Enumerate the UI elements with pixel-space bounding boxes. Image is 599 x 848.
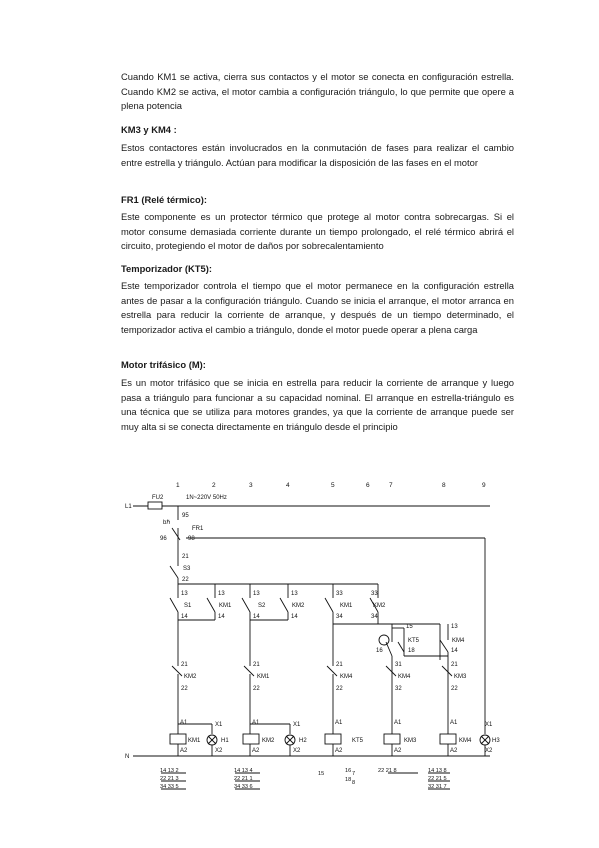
km4-ref-row: 22 21 5	[428, 776, 447, 782]
column-number: 9	[482, 482, 486, 489]
km1-ref-row: 14 13 2	[160, 768, 179, 774]
terminal-label: 34	[336, 614, 343, 620]
km4-ref-row: 32 31 7	[428, 784, 447, 790]
supply-label: 1N~220V 50Hz	[186, 495, 227, 501]
km1-aux-label: KM1	[219, 603, 232, 609]
terminal-label: 21	[336, 662, 343, 668]
kt5-contact-label: KT5	[408, 638, 420, 644]
terminal-label: 13	[253, 591, 260, 597]
column-number: 4	[286, 482, 290, 489]
terminal-label: X2	[293, 748, 301, 754]
terminal-label: 22	[451, 686, 458, 692]
km3-coil-label: KM3	[404, 738, 417, 744]
s2-label: S2	[258, 603, 266, 609]
s3-label: S3	[183, 566, 191, 572]
terminal-label: A1	[335, 720, 343, 726]
paragraph-motor: Es un motor trifásico que se inicia en estrella para reducir la corriente de arranque y luego pasa a triángulo para funcionar a su capacidad nominal. El arranque en estrella-triángulo es una técnica que se utiliza para motores grandes, ya que la corriente de arranque puede ser muy alta si se conecta directamente en triángulo desde el principio	[121, 377, 514, 432]
km2-nc-label: KM2	[184, 674, 197, 680]
terminal-label: 21	[451, 662, 458, 668]
km1-contact-label: KM1	[340, 603, 353, 609]
km2-ref-row: 34 33 6	[234, 784, 253, 790]
heading-fr1: FR1 (Relé térmico):	[121, 194, 207, 205]
terminal-label: 13	[291, 591, 298, 597]
column-number: 7	[389, 482, 393, 489]
km1-ref-row: 22 21 3	[160, 776, 179, 782]
terminal-label: A1	[180, 720, 188, 726]
column-number: 1	[176, 482, 180, 489]
km2-coil-label: KM2	[262, 738, 275, 744]
km1-nc-label: KM1	[257, 674, 270, 680]
column-number: 2	[212, 482, 216, 489]
terminal-label: 22	[253, 686, 260, 692]
km1-coil-label: KM1	[188, 738, 201, 744]
s1-label: S1	[184, 603, 192, 609]
h3-label: H3	[492, 738, 500, 744]
terminal-label: 15	[406, 624, 413, 630]
terminal-label: 96	[160, 536, 167, 542]
fuse-label: FU2	[152, 495, 164, 501]
heading-motor: Motor trifásico (M):	[121, 359, 206, 370]
control-circuit-diagram	[120, 476, 500, 816]
column-number: 6	[366, 482, 370, 489]
kt5-ref-label: 15	[318, 771, 325, 777]
paragraph-fr1: Este componente es un protector térmico que protege al motor contra sobrecargas. Si el motor consume demasiada corriente durante un tiempo prolongado, el relé térmico abrirá el circuito, protegiendo el motor de daños por sobrecalentamiento	[121, 211, 514, 252]
kt5-ref-label: 16	[345, 768, 352, 774]
kt5-ref-label: 7	[352, 771, 356, 777]
kt5-ref-label: 18	[345, 777, 352, 783]
km2-ref-row: 14 13 4	[234, 768, 253, 774]
terminal-label: 32	[395, 686, 402, 692]
terminal-label: 14	[181, 614, 188, 620]
terminal-label: 21	[181, 662, 188, 668]
terminal-label: 22	[181, 686, 188, 692]
km2-contact-label: KM2	[373, 603, 386, 609]
terminal-label: A1	[394, 720, 402, 726]
terminal-label: 13	[218, 591, 225, 597]
h2-label: H2	[299, 738, 307, 744]
l1-label: L1	[125, 504, 132, 510]
terminal-label: 31	[395, 662, 402, 668]
terminal-label: A2	[394, 748, 402, 754]
terminal-label: 13	[451, 624, 458, 630]
terminal-label: 95	[182, 513, 189, 519]
terminal-label: 18	[408, 648, 415, 654]
terminal-label: A2	[180, 748, 188, 754]
paragraph-km3-km4: Estos contactores están involucrados en la conmutación de fases para realizar el cambio entre estrella y triángulo. Actúan para modificar la disposición de las fases en el motor	[121, 142, 514, 168]
terminal-label: 14	[451, 648, 458, 654]
km3-ref-row: 22 21 8	[378, 768, 397, 774]
km4-ref-row: 14 13 8	[428, 768, 447, 774]
terminal-label: X1	[293, 722, 301, 728]
terminal-label: 13	[181, 591, 188, 597]
terminal-label: 22	[182, 577, 189, 583]
km4-coil-label: KM4	[459, 738, 472, 744]
terminal-label: X2	[215, 748, 223, 754]
terminal-label: 14	[253, 614, 260, 620]
terminal-label: A1	[252, 720, 260, 726]
terminal-label: X2	[485, 748, 493, 754]
kt5-ref-label: 8	[352, 780, 356, 786]
terminal-label: A2	[335, 748, 343, 754]
terminal-label: 14	[218, 614, 225, 620]
terminal-label: 33	[371, 591, 378, 597]
terminal-label: A2	[252, 748, 260, 754]
km3-nc-label: KM3	[454, 674, 467, 680]
terminal-label: X1	[215, 722, 223, 728]
terminal-label: 34	[371, 614, 378, 620]
fr1-label: FR1	[192, 526, 204, 532]
terminal-label: X1	[485, 722, 493, 728]
intro-paragraph: Cuando KM1 se activa, cierra sus contactos y el motor se conecta en configuración estrella. Cuando KM2 se activa, el motor cambia a configuración triángulo, lo que permite que opere a plena potencia	[121, 71, 514, 112]
km4-nc2-label: KM4	[398, 674, 411, 680]
terminal-label: 16	[376, 648, 383, 654]
terminal-label: 33	[336, 591, 343, 597]
km4-nc-label: KM4	[340, 674, 353, 680]
column-number: 8	[442, 482, 446, 489]
km2-ref-row: 22 21 1	[234, 776, 253, 782]
h1-label: H1	[221, 738, 229, 744]
terminal-label: 21	[182, 554, 189, 560]
n-label: N	[125, 754, 130, 760]
km1-ref-row: 34 33 5	[160, 784, 179, 790]
heading-kt5: Temporizador (KT5):	[121, 263, 212, 274]
heading-km3-km4: KM3 y KM4 :	[121, 124, 177, 135]
terminal-label: A2	[450, 748, 458, 754]
kt5-coil-label: KT5	[352, 738, 364, 744]
column-number: 5	[331, 482, 335, 489]
terminal-label: 98	[188, 536, 195, 542]
terminal-label: 22	[336, 686, 343, 692]
terminal-label: 21	[253, 662, 260, 668]
terminal-label: A1	[450, 720, 458, 726]
km2-aux-label: KM2	[292, 603, 305, 609]
km4-aux-label: KM4	[452, 638, 465, 644]
fr1-handle-label: bℏ	[163, 520, 171, 526]
paragraph-kt5: Este temporizador controla el tiempo que el motor permanece en la configuración estrella antes de pasar a la configuración triángulo. Cuando se inicia el arranque, el motor arranca en estrella para reducir la corriente de arranque, y después de un tiempo determinado, el temporizador activa el cambio a triángulo, donde el motor puede operar a plena carga	[121, 280, 514, 335]
column-number: 3	[249, 482, 253, 489]
terminal-label: 14	[291, 614, 298, 620]
